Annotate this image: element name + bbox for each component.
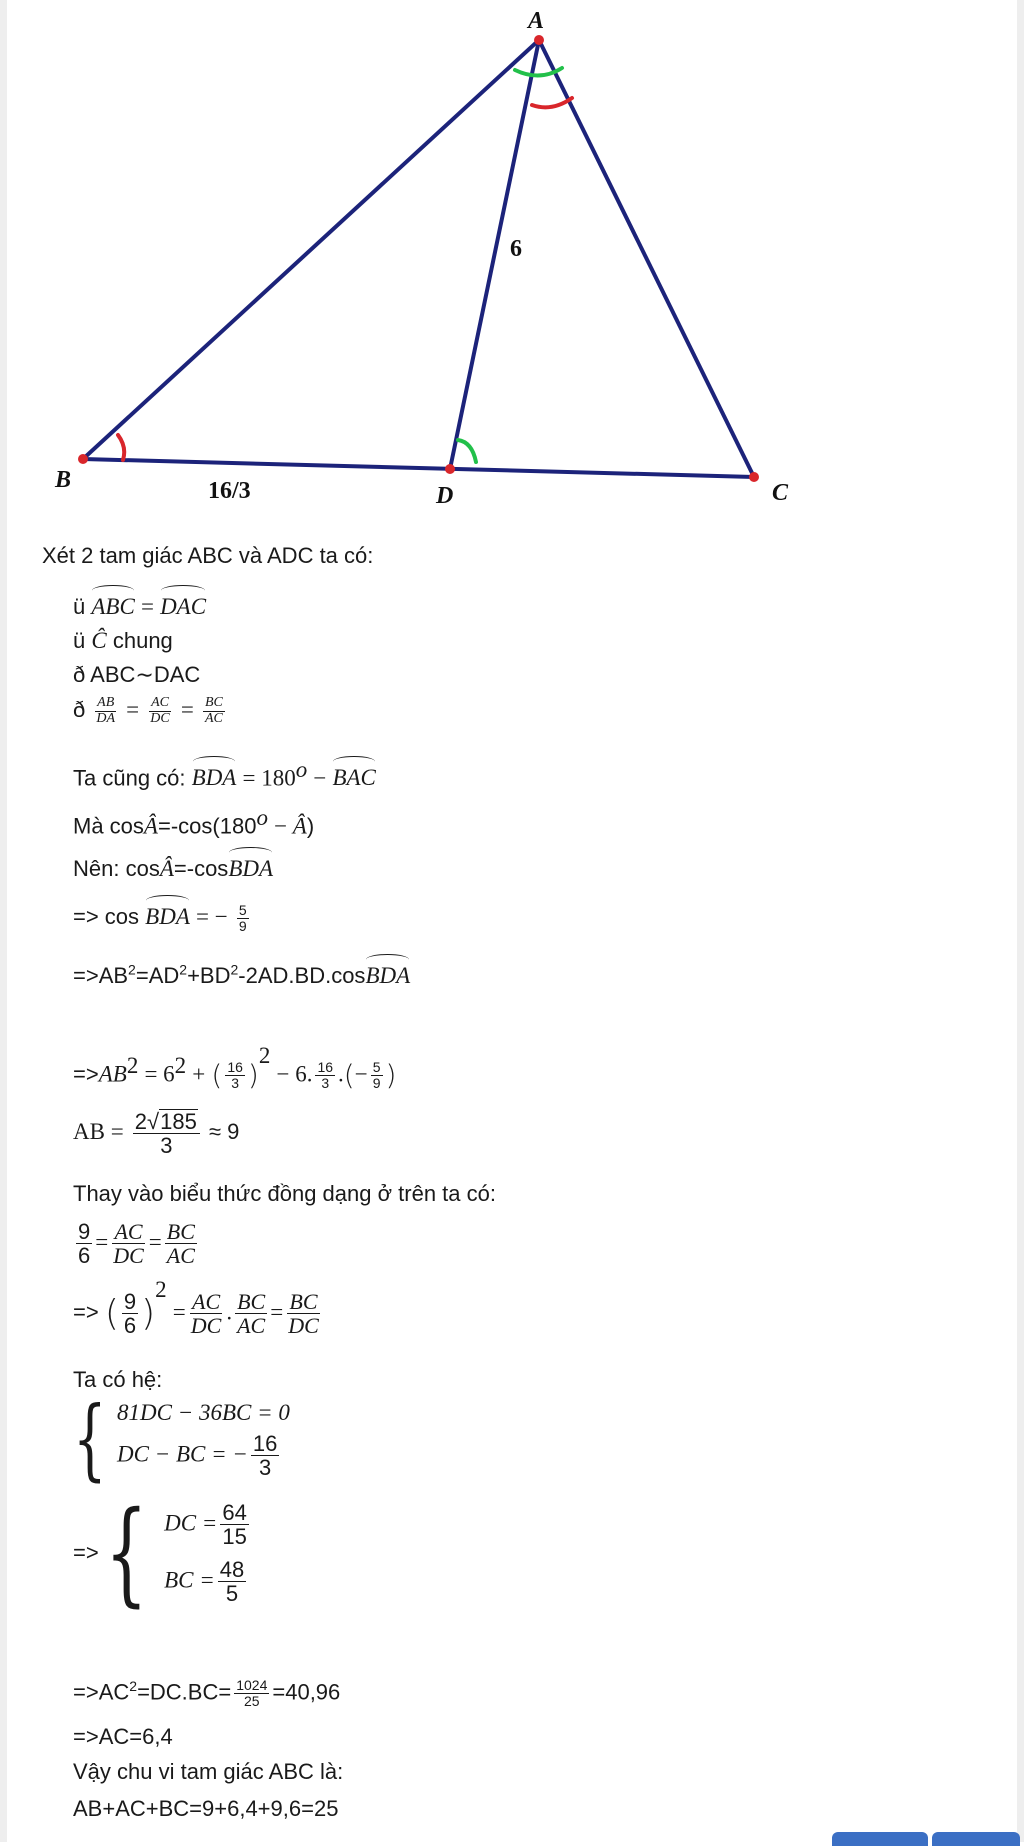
label-a: A (528, 8, 545, 34)
step-cos-value: => cos BDA = − $\frac{5}{9}$ (73, 902, 247, 934)
step-system-solution: => { DC = $\frac{64}{15}$ BC = $\frac{48}{5}$ (73, 1488, 247, 1618)
vertex-dots (78, 35, 759, 482)
step-ratio-9-6: $\frac{9}{6}$ = $\frac{AC}{DC}$ = $\frac{BC}{AC}$ (78, 1219, 195, 1269)
step-substitute: $=>AB^2 = 6^2$ + ( $\frac{16}{3}$ )$^2$ − 6. $\frac{16}{3}$ .(− $\frac{5}{9}$ ) (73, 1043, 397, 1092)
vertex-d-dot (445, 464, 455, 474)
angle-d-green-arc (458, 440, 476, 462)
step-common-angle: ü Ĉ chung (73, 628, 173, 653)
conclusion-intro: Vậy chu vi tam giác ABC là: (73, 1759, 344, 1784)
vertex-a-dot (534, 35, 544, 45)
step-cos-identity: Mà $\cos Â=-\cos(180^o$ − Â) (73, 805, 315, 839)
step-cos-bda: Nên: cosÂ=-cosBDA (73, 852, 273, 883)
label-b: B (55, 467, 72, 493)
step-ratio-square: => ( $\frac{9}{6}$ )$^2$ = $\frac{AC}{DC}$ . $\frac{BC}{AC}$ = $\frac{BC}{DC}$ (73, 1277, 319, 1339)
vertex-b-dot (78, 454, 88, 464)
vertex-c-dot (749, 472, 759, 482)
step-cosine-law: $=>AB^2=AD^2+BD^2-2AD.BD.cosBDA$ (73, 959, 410, 990)
conclusion-perimeter: AB+AC+BC=9+6,4+9,6=25 (73, 1796, 339, 1821)
step-ab-value: AB = $\frac{2√185}{3}$ ≈ 9 (73, 1109, 240, 1159)
intro-line: Xét 2 tam giác ABC và ADC ta có: (42, 543, 374, 568)
step-supplementary: Ta cũng có: BDA = $180^o$ − BAC (73, 757, 376, 791)
step-angle-equal: ü ABC = DAC (73, 590, 206, 621)
triangle-lines (83, 40, 754, 477)
step-system-intro: Ta có hệ: (73, 1367, 163, 1392)
step-ratio: ð $\frac{AB}{DA}$ = $\frac{AC}{DC}$ = $\frac{BC}{AC}$ (73, 695, 223, 726)
step-similar: ð ABC∼DAC (73, 662, 201, 687)
side-ab (83, 40, 539, 459)
label-c: C (772, 480, 789, 506)
label-d: D (436, 483, 454, 509)
triangle-figure (0, 0, 1024, 520)
step-system: { 81DC − 36BC = 0 DC − BC = − $\frac{16}{3}$ (73, 1387, 290, 1490)
label-side-bd: 16/3 (208, 478, 251, 504)
bottom-action-button-right[interactable] (932, 1832, 1020, 1846)
label-side-ad: 6 (510, 236, 522, 262)
step-substitute-intro: Thay vào biểu thức đồng dạng ở trên ta có: (73, 1181, 496, 1206)
side-ad (450, 40, 539, 469)
step-ac-value: =>AC=6,4 (73, 1724, 173, 1749)
side-bc (83, 459, 754, 477)
step-ac-square: $=>AC^2=DC.BC=$ $\frac{1024}{25}$ =40,96 (73, 1677, 341, 1710)
angle-marks (118, 68, 572, 462)
bottom-action-button-left[interactable] (832, 1832, 928, 1846)
side-ac (539, 40, 754, 477)
angle-b-red-arc (118, 435, 124, 460)
